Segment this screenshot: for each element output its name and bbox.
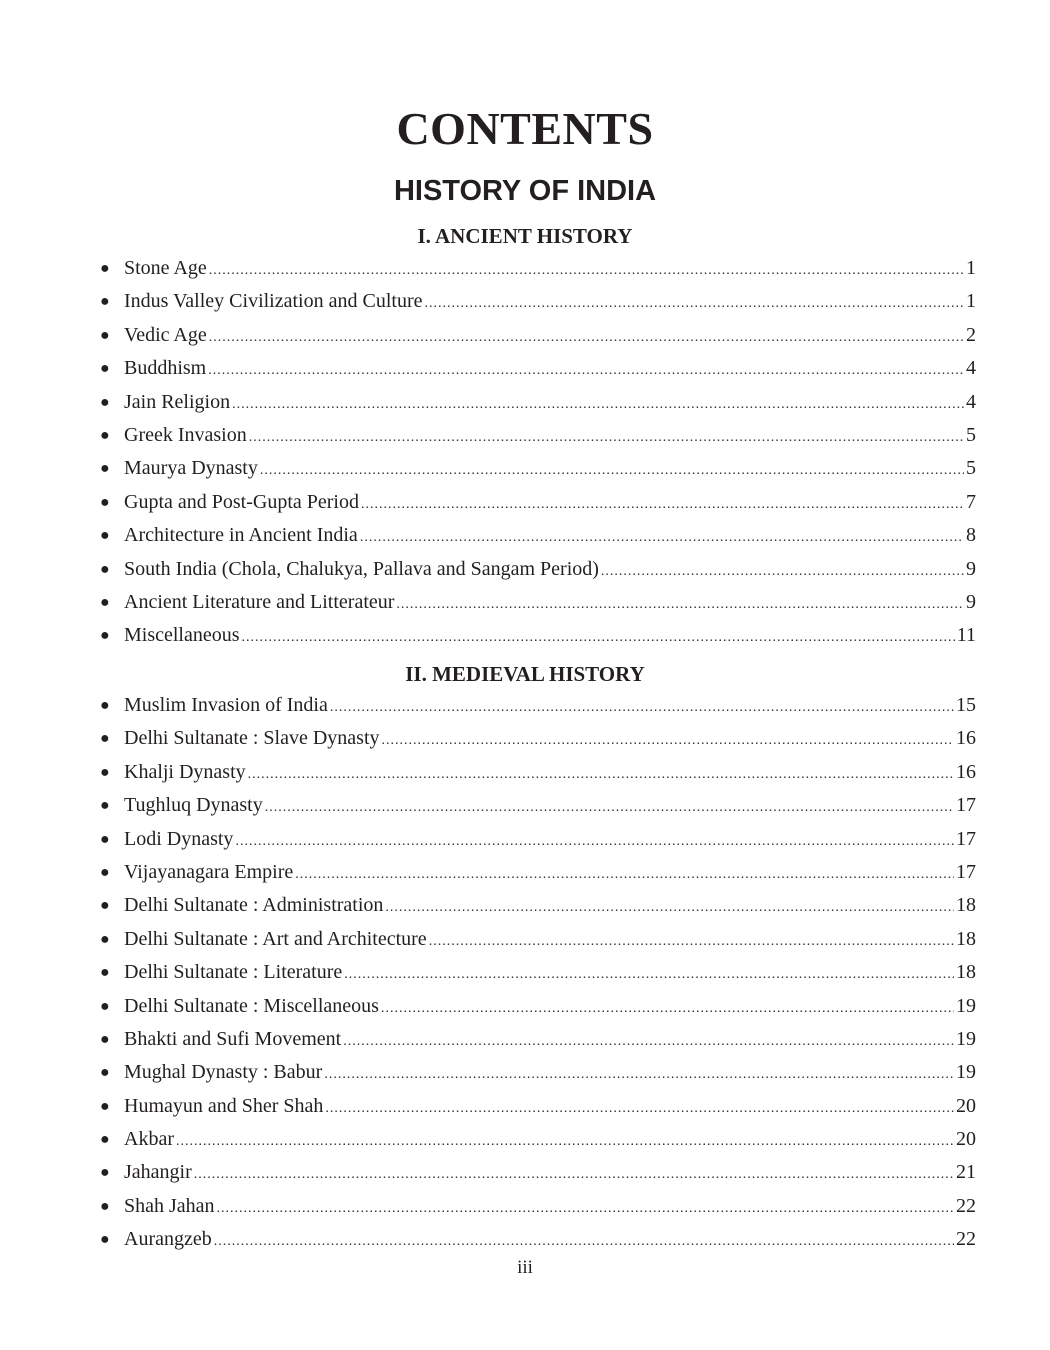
toc-entry-title: Jahangir [124,1161,192,1184]
toc-entry-page-number: 19 [956,994,976,1017]
toc-entry [100,1090,976,1123]
bullet-icon: ● [100,393,110,411]
toc-entry-title: Lodi Dynasty [124,827,234,850]
bullet-icon: ● [100,1064,110,1082]
dot-leader [249,421,964,454]
toc-entry-title: Muslim Invasion of India [124,694,328,716]
dot-leader [242,621,955,654]
bullet-icon: ● [100,763,110,781]
toc-entry-title: Architecture in Ancient India [124,524,358,547]
toc-entry [100,1023,976,1056]
toc-entry [100,553,976,586]
toc-entry-page-number: 1 [966,290,976,313]
bullet-icon: ● [100,360,110,378]
toc-entry-page-number: 4 [966,357,976,380]
toc-entry [100,1190,976,1223]
toc-entry [100,990,976,1023]
toc-entry [100,722,976,755]
bullet-icon: ● [100,930,110,948]
bullet-icon: ● [100,326,110,344]
dot-leader [381,992,954,1025]
toc-entry-page-number: 9 [966,557,976,580]
toc-entry-title: Gupta and Post-Gupta Period [124,490,359,513]
toc-entry-title: Tughluq Dynasty [124,794,263,817]
dot-leader [235,825,954,858]
toc-entry-title: Aurangzeb [124,1228,212,1251]
toc-entry [100,319,976,352]
toc-entry-page-number: 18 [956,961,976,984]
bullet-icon: ● [100,1030,110,1048]
toc-entry-title: Delhi Sultanate : Slave Dynasty [124,727,380,750]
toc-entry-page-number: 2 [966,323,976,346]
dot-leader [601,555,964,588]
book-subtitle: HISTORY OF INDIA [393,175,657,207]
toc-entry [100,252,976,285]
bullet-icon: ● [100,627,110,645]
bullet-icon: ● [100,593,110,611]
toc-entry [100,856,976,889]
bullet-icon: ● [100,830,110,848]
toc-entry-page-number: 11 [956,624,976,647]
toc-entry-title: Akbar [124,1128,174,1151]
bullet-icon: ● [100,1231,110,1249]
toc-entry-title: Bhakti and Sufi Movement [124,1027,342,1050]
toc-entry-page-number: 8 [966,524,976,547]
bullet-icon: ● [100,460,110,478]
toc-entry [100,586,976,619]
bullet-icon: ● [100,964,110,982]
page-folio: iii [517,1257,533,1278]
toc-entry-page-number: 15 [956,694,976,716]
dot-leader [429,925,954,958]
bullet-icon: ● [100,260,110,277]
toc-entry-title: Vedic Age [124,323,207,346]
toc-entry-page-number: 16 [956,727,976,750]
dot-leader [325,1092,954,1125]
toc-entry-page-number: 19 [956,1061,976,1084]
toc-entry-title: Delhi Sultanate : Art and Architecture [124,927,427,950]
dot-leader [214,1225,954,1258]
toc-entry-page-number: 9 [966,590,976,613]
bullet-icon: ● [100,1131,110,1149]
dot-leader [217,1192,954,1225]
dot-leader [176,1125,954,1158]
dot-leader [344,958,954,991]
toc-entry-page-number: 16 [956,760,976,783]
toc-entry-page-number: 18 [956,927,976,950]
toc-entry [100,1056,976,1089]
toc-entry-page-number: 20 [956,1128,976,1151]
section-heading-medieval: II. MEDIEVAL HISTORY [405,662,645,686]
toc-entry-page-number: 4 [966,390,976,413]
page-title: CONTENTS [396,103,654,154]
bullet-icon: ● [100,1097,110,1115]
toc-entry [100,419,976,452]
toc-entry-page-number: 17 [956,794,976,817]
toc-entry [100,619,976,652]
toc-entry [100,823,976,856]
toc-entry [100,689,976,722]
dot-leader [385,891,954,924]
toc-entry [100,452,976,485]
toc-entry-title: Indus Valley Civilization and Culture [124,290,423,313]
toc-entry-page-number: 21 [956,1161,976,1184]
toc-entry [100,519,976,552]
toc-entry [100,923,976,956]
toc-entry-page-number: 19 [956,1027,976,1050]
bullet-icon: ● [100,293,110,311]
dot-leader [324,1058,954,1091]
toc-entry [100,956,976,989]
toc-entry [100,1223,976,1256]
bullet-icon: ● [100,730,110,748]
bullet-icon: ● [100,797,110,815]
dot-leader [260,454,964,487]
toc-entry-title: Stone Age [124,257,207,279]
toc-entry-title: Humayun and Sher Shah [124,1094,324,1117]
toc-entry [100,789,976,822]
dot-leader [382,724,954,757]
bullet-icon: ● [100,697,110,714]
toc-entry-title: Vijayanagara Empire [124,860,294,883]
toc-entry-page-number: 17 [956,827,976,850]
toc-entry [100,285,976,318]
bullet-icon: ● [100,1164,110,1182]
toc-entry-title: Maurya Dynasty [124,457,258,480]
dot-leader [295,858,954,891]
toc-entry-title: Delhi Sultanate : Literature [124,961,343,984]
toc-entry-page-number: 20 [956,1094,976,1117]
toc-entry [100,486,976,519]
bullet-icon: ● [100,560,110,578]
toc-entry [100,386,976,419]
dot-leader [343,1025,954,1058]
bullet-icon: ● [100,1197,110,1215]
toc-entry-page-number: 18 [956,894,976,917]
toc-list-ancient [100,252,976,653]
toc-entry [100,889,976,922]
toc-entry-title: Buddhism [124,357,207,380]
bullet-icon: ● [100,493,110,511]
toc-entry-title: Jain Religion [124,390,231,413]
bullet-icon: ● [100,863,110,881]
toc-entry [100,1156,976,1189]
bullet-icon: ● [100,897,110,915]
toc-entry-title: Khalji Dynasty [124,760,246,783]
dot-leader [360,521,964,554]
toc-entry [100,756,976,789]
dot-leader [209,321,964,354]
bullet-icon: ● [100,426,110,444]
dot-leader [265,791,954,824]
toc-entry-page-number: 5 [966,457,976,480]
dot-leader [208,354,964,387]
toc-entry-title: Delhi Sultanate : Miscellaneous [124,994,379,1017]
section-heading-ancient: I. ANCIENT HISTORY [417,224,633,248]
toc-entry-page-number: 5 [966,423,976,446]
toc-entry-title: Ancient Literature and Litterateur [124,590,395,613]
toc-entry-page-number: 17 [956,860,976,883]
bullet-icon: ● [100,997,110,1015]
toc-list-medieval [100,689,976,1257]
toc-entry-title: Mughal Dynasty : Babur [124,1061,323,1084]
dot-leader [424,287,964,320]
toc-entry [100,1123,976,1156]
dot-leader [396,588,964,621]
toc-entry-page-number: 7 [966,490,976,513]
dot-leader [209,254,964,287]
dot-leader [232,388,964,421]
toc-entry-title: Shah Jahan [124,1194,215,1217]
toc-entry-page-number: 22 [956,1228,976,1251]
toc-entry-page-number: 22 [956,1194,976,1217]
dot-leader [248,758,954,791]
dot-leader [330,691,954,724]
toc-entry-title: Greek Invasion [124,423,247,446]
toc-entry-title: Delhi Sultanate : Administration [124,894,384,917]
toc-entry-title: South India (Chola, Chalukya, Pallava and Sangam Period) [124,557,599,580]
toc-entry-title: Miscellaneous [124,624,240,647]
toc-entry-page-number: 1 [966,257,976,279]
bullet-icon: ● [100,527,110,545]
dot-leader [194,1158,954,1191]
dot-leader [361,488,964,521]
toc-entry [100,352,976,385]
